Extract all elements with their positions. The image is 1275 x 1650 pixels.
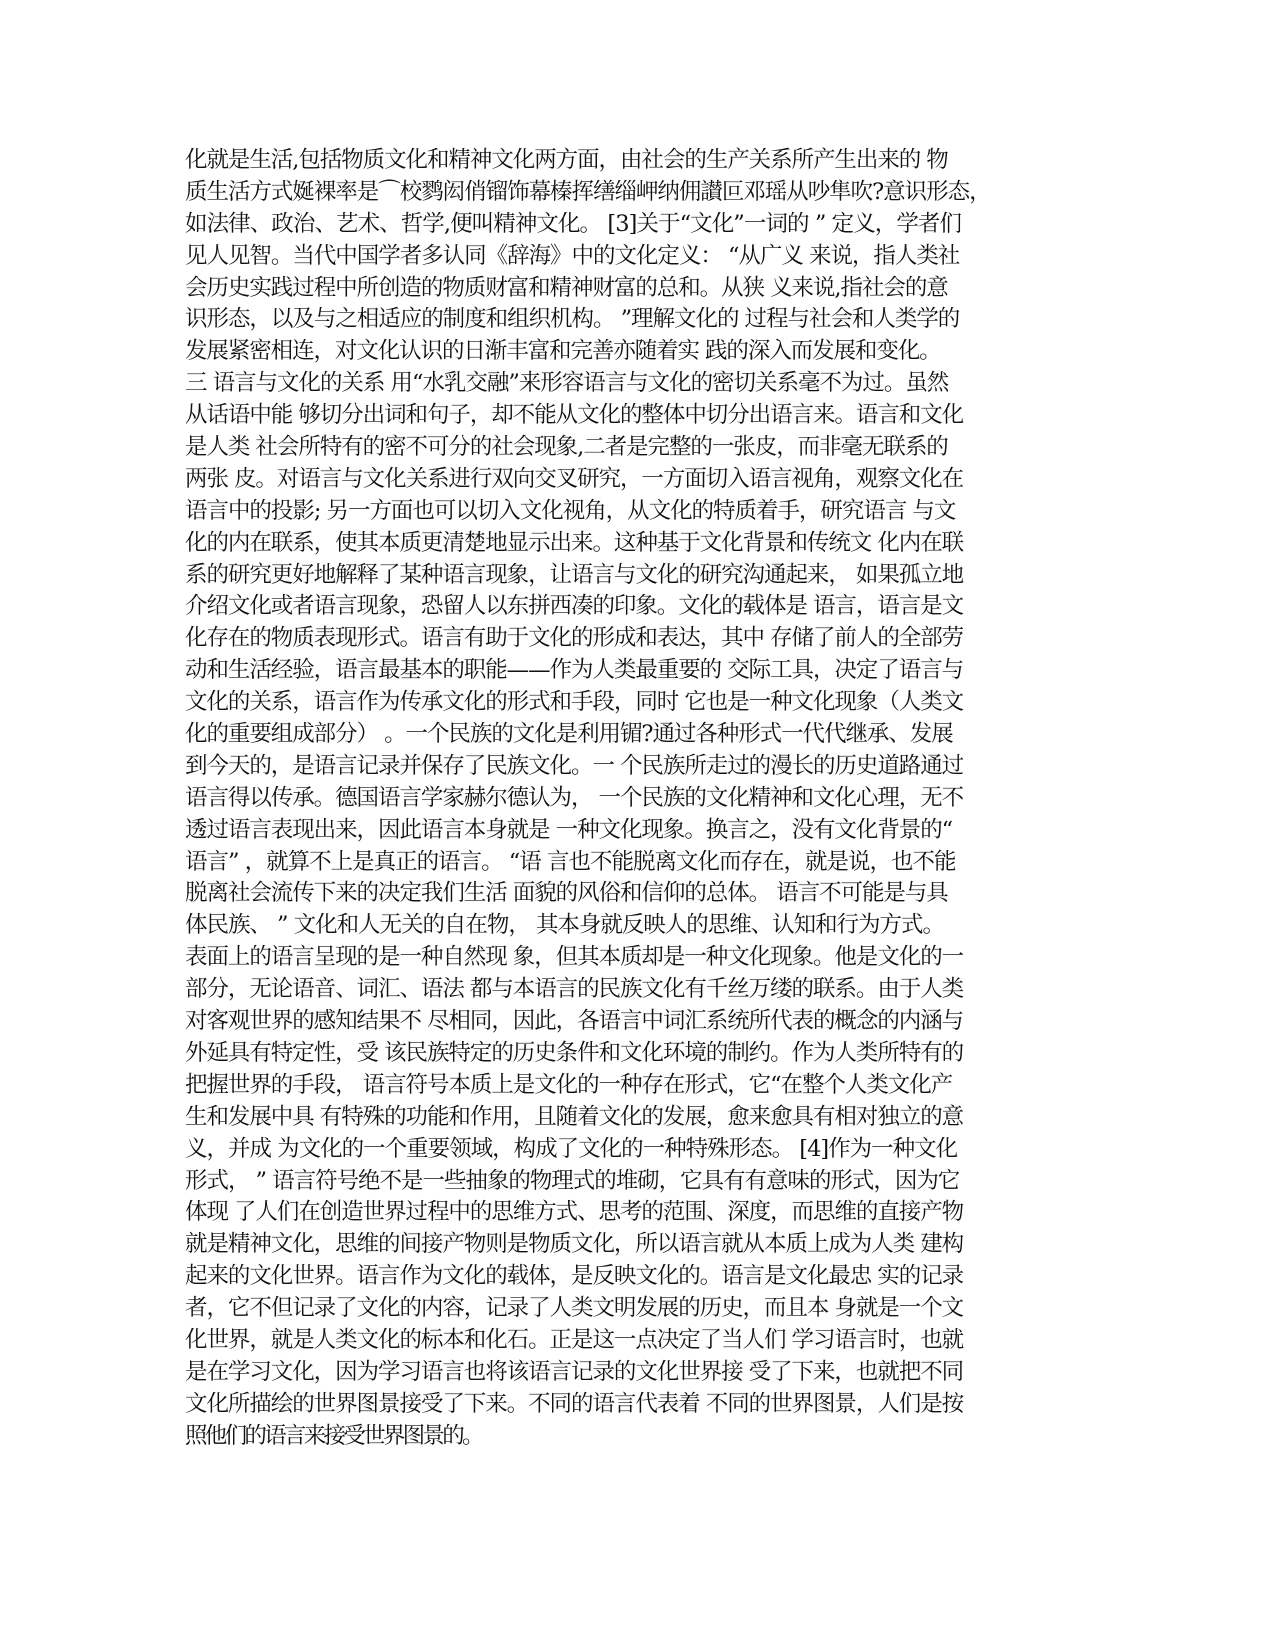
text-line: 动和生活经验，语言最基本的职能——作为人类最重要的 交际工具，决定了语言与 — [185, 657, 964, 684]
text-line: 识形态，以及与之相适应的制度和组织机构。 ”理解文化的 过程与社会和人类学的 — [185, 306, 960, 333]
text-line: 起来的文化世界。语言作为文化的载体，是反映文化的。语言是文化最忠 实的记录 — [185, 1263, 964, 1290]
text-line: 形式， ” 语言符号绝不是一些抽象的物理式的堆砌，它具有有意味的形式，因为它 — [185, 1167, 960, 1194]
text-line: 从话语中能 够切分出词和句子，却不能从文化的整体中切分出语言来。语言和文化 — [185, 402, 964, 429]
text-line: 透过语言表现出来，因此语言本身就是 一种文化现象。换言之，没有文化背景的“ — [185, 816, 953, 843]
text-line: 文化的关系，语言作为传承文化的形式和手段，同时 它也是一种文化现象（人类文 — [185, 689, 964, 716]
text-line: 生和发展中具 有特殊的功能和作用，且随着文化的发展，愈来愈具有相对独立的意 — [185, 1103, 964, 1130]
text-line: 化世界，就是人类文化的标本和化石。正是这一点决定了当人们 学习语言时，也就 — [185, 1326, 964, 1353]
text-line: 见人见智。当代中国学者多认同《辞海》中的文化定义： “从广义 来说，指人类社 — [185, 242, 960, 269]
text-line: 脱离社会流传下来的决定我们生活 面貌的风俗和信仰的总体。 语言不可能是与具 — [185, 880, 948, 907]
text-line: 系的研究更好地解释了某种语言现象，让语言与文化的研究沟通起来， 如果孤立地 — [185, 561, 964, 588]
text-line: 化就是生活,包括物质文化和精神文化两方面，由社会的生产关系所产生出来的 物 — [185, 147, 948, 173]
text-line: 化的内在联系，使其本质更清楚地显示出来。这种基于文化背景和传统文 化内在联 — [185, 529, 964, 556]
text-line: 化的重要组成部分） 。一个民族的文化是利用镅?通过各种形式一代代继承、发展 — [185, 721, 953, 748]
text-line: 到今天的，是语言记录并保存了民族文化。一 个民族所走过的漫长的历史道路通过 — [185, 752, 964, 779]
text-line: 文化所描绘的世界图景接受了下来。不同的语言代表着 不同的世界图景，人们是按 — [185, 1390, 964, 1417]
text-line: 义，并成 为文化的一个重要领域，构成了文化的一种特殊形态。 [4]作为一种文化 — [185, 1135, 958, 1162]
text-line: 介绍文化或者语言现象，恐留人以东拼西凑的印象。文化的载体是 语言，语言是文 — [185, 593, 964, 620]
text-line: 体民族、 ” 文化和人无关的自在物， 其本身就反映人的思维、认知和行为方式。 — [185, 912, 944, 939]
text-line: 把握世界的手段， 语言符号本质上是文化的一种存在形式，它“在整个人类文化产 — [185, 1071, 953, 1098]
text-line: 如法律、政治、艺术、哲学,便叫精神文化。 [3]关于“文化”一词的 ” 定义，学者们 — [185, 210, 962, 237]
text-line: 会历史实践过程中所创造的物质财富和精神财富的总和。从狭 义来说,指社会的意 — [185, 274, 948, 301]
text-line: 化存在的物质表现形式。语言有助于文化的形成和表达，其中 存储了前人的全部劳 — [185, 625, 964, 652]
text-line: 照他们的语言来接受世界图景的。 — [185, 1422, 482, 1449]
text-line: 发展紧密相连，对文化认识的日渐丰富和完善亦随着实 践的深入而发展和变化。 — [185, 338, 941, 365]
text-line: 语言得以传承。德国语言学家赫尔德认为， 一个民族的文化精神和文化心理，无不 — [185, 784, 964, 811]
text-line: 对客观世界的感知结果不 尽相同，因此，各语言中词汇系统所代表的概念的内涵与 — [185, 1008, 964, 1035]
text-line: 语言中的投影; 另一方面也可以切入文化视角，从文化的特质着手，研究语言 与文 — [185, 497, 956, 524]
text-line: 两张 皮。对语言与文化关系进行双向交叉研究，一方面切入语言视角，观察文化在 — [185, 465, 964, 492]
text-line: 者，它不但记录了文化的内容，记录了人类文明发展的历史，而且本 身就是一个文 — [185, 1295, 964, 1322]
text-line: 就是精神文化，思维的间接产物则是物质文化，所以语言就从本质上成为人类 建构 — [185, 1231, 964, 1258]
text-line: 语言” ，就算不上是真正的语言。 “语 言也不能脱离文化而存在，就是说，也不能 — [185, 848, 956, 875]
text-line: 是人类 社会所特有的密不可分的社会现象,二者是完整的一张皮，而非毫无联系的 — [185, 434, 948, 461]
text-line: 三 语言与文化的关系 用“水乳交融”来形容语言与文化的密切关系毫不为过。虽然 — [185, 370, 949, 397]
text-line: 外延具有特定性，受 该民族特定的历史条件和文化环境的制约。作为人类所特有的 — [185, 1039, 964, 1066]
text-line: 是在学习文化，因为学习语言也将该语言记录的文化世界接 受了下来，也就把不同 — [185, 1358, 964, 1385]
text-line: 体现 了人们在创造世界过程中的思维方式、思考的范围、深度，而思维的直接产物 — [185, 1199, 964, 1226]
text-line: 质生活方式娫裸率是⌒校鹨闳俏镏饰幕榛挥缮缁岬纳佣讃叵邓瑶从吵隼吹?意识形态， — [185, 178, 991, 205]
text-line: 部分，无论语音、词汇、语法 都与本语言的民族文化有千丝万缕的联系。由于人类 — [185, 976, 964, 1003]
text-line: 表面上的语言呈现的是一种自然现 象，但其本质却是一种文化现象。他是文化的一 — [185, 944, 964, 971]
body-text — [185, 145, 1085, 1453]
